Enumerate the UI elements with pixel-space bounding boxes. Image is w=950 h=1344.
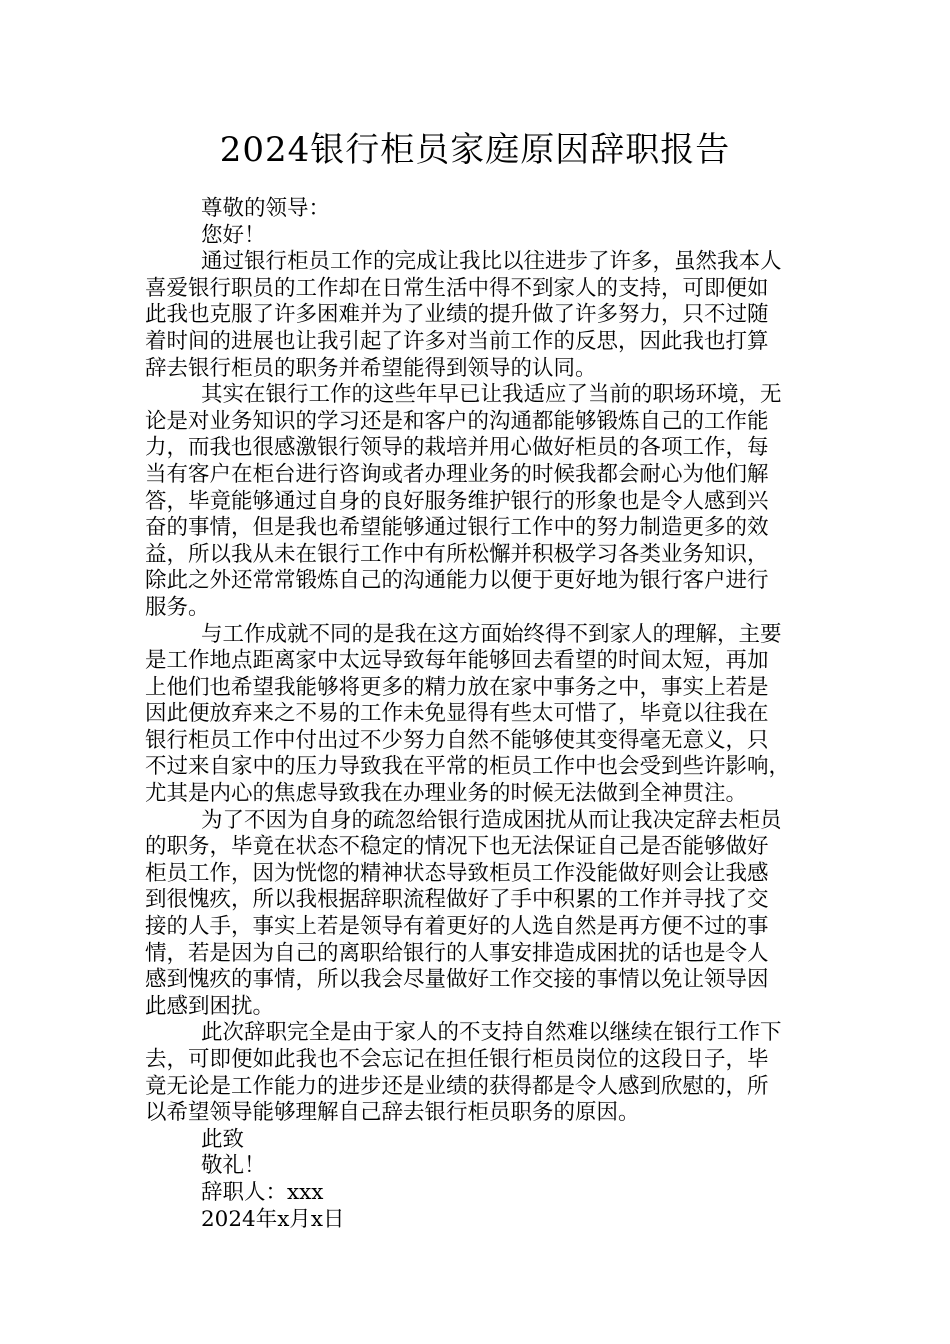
document-body — [145, 196, 805, 1233]
body-line: 尊敬的领导： — [201, 196, 331, 221]
document-title: 2024银行柜员家庭原因辞职报告 — [219, 130, 731, 170]
body-line: 银行柜员工作中付出过不少努力自然不能够使其变得毫无意义，只 — [145, 727, 769, 753]
body-line: 辞职人：xxx — [201, 1179, 324, 1205]
body-line: 敬礼！ — [201, 1153, 266, 1179]
body-line: 服务。 — [145, 594, 210, 620]
body-line: 您好！ — [201, 222, 266, 248]
body-line: 尤其是内心的焦虑导致我在办理业务的时候无法做到全神贯注。 — [145, 781, 748, 807]
body-line: 接的人手，事实上若是领导有着更好的人选自然是再方便不过的事 — [145, 914, 769, 940]
body-line: 答，毕竟能够通过自身的良好服务维护银行的形象也是令人感到兴 — [145, 488, 769, 514]
body-line: 着时间的进展也让我引起了许多对当前工作的反思，因此我也打算 — [145, 328, 769, 354]
body-line: 其实在银行工作的这些年早已让我适应了当前的职场环境，无 — [201, 382, 782, 408]
body-line: 此感到困扰。 — [145, 993, 275, 1019]
body-line: 除此之外还常常锻炼自己的沟通能力以便于更好地为银行客户进行 — [145, 568, 769, 594]
body-line: 通过银行柜员工作的完成让我比以往进步了许多，虽然我本人 — [201, 249, 782, 275]
body-line: 力，而我也很感激银行领导的栽培并用心做好柜员的各项工作，每 — [145, 435, 769, 461]
body-line: 柜员工作，因为恍惚的精神状态导致柜员工作没能做好则会让我感 — [145, 860, 769, 886]
body-line: 的职务，毕竟在状态不稳定的情况下也无法保证自己是否能够做好 — [145, 834, 769, 860]
body-line: 益，所以我从未在银行工作中有所松懈并积极学习各类业务知识， — [145, 541, 769, 567]
body-line: 此我也克服了许多困难并为了业绩的提升做了许多努力，只不过随 — [145, 302, 769, 328]
body-line: 当有客户在柜台进行咨询或者办理业务的时候我都会耐心为他们解 — [145, 461, 769, 487]
body-line: 为了不因为自身的疏忽给银行造成困扰从而让我决定辞去柜员 — [201, 807, 782, 833]
body-line: 感到愧疚的事情，所以我会尽量做好工作交接的事情以免让领导因 — [145, 967, 769, 993]
body-line: 是工作地点距离家中太远导致每年能够回去看望的时间太短，再加 — [145, 648, 769, 674]
body-line: 奋的事情，但是我也希望能够通过银行工作中的努力制造更多的效 — [145, 515, 769, 541]
body-line: 因此便放弃来之不易的工作未免显得有些太可惜了，毕竟以往我在 — [145, 701, 769, 727]
body-line: 辞去银行柜员的职务并希望能得到领导的认同。 — [145, 355, 597, 381]
body-line: 此致 — [201, 1126, 245, 1152]
body-line: 竟无论是工作能力的进步还是业绩的获得都是令人感到欣慰的，所 — [145, 1073, 769, 1099]
body-line: 情，若是因为自己的离职给银行的人事安排造成困扰的话也是令人 — [145, 940, 769, 966]
body-line: 不过来自家中的压力导致我在平常的柜员工作中也会受到些许影响， — [145, 754, 791, 780]
body-line: 与工作成就不同的是我在这方面始终得不到家人的理解，主要 — [201, 621, 782, 647]
body-line: 2024年x月x日 — [201, 1206, 345, 1232]
body-line: 上他们也希望我能够将更多的精力放在家中事务之中，事实上若是 — [145, 674, 769, 700]
body-line: 去，可即便如此我也不会忘记在担任银行柜员岗位的这段日子，毕 — [145, 1047, 769, 1072]
body-line: 到很愧疚，所以我根据辞职流程做好了手中积累的工作并寻找了交 — [145, 887, 769, 913]
body-line: 以希望领导能够理解自己辞去银行柜员职务的原因。 — [145, 1100, 640, 1126]
body-line: 论是对业务知识的学习还是和客户的沟通都能够锻炼自己的工作能 — [145, 408, 769, 434]
body-line: 喜爱银行职员的工作却在日常生活中得不到家人的支持，可即便如 — [145, 275, 769, 301]
body-line: 此次辞职完全是由于家人的不支持自然难以继续在银行工作下 — [201, 1020, 782, 1046]
